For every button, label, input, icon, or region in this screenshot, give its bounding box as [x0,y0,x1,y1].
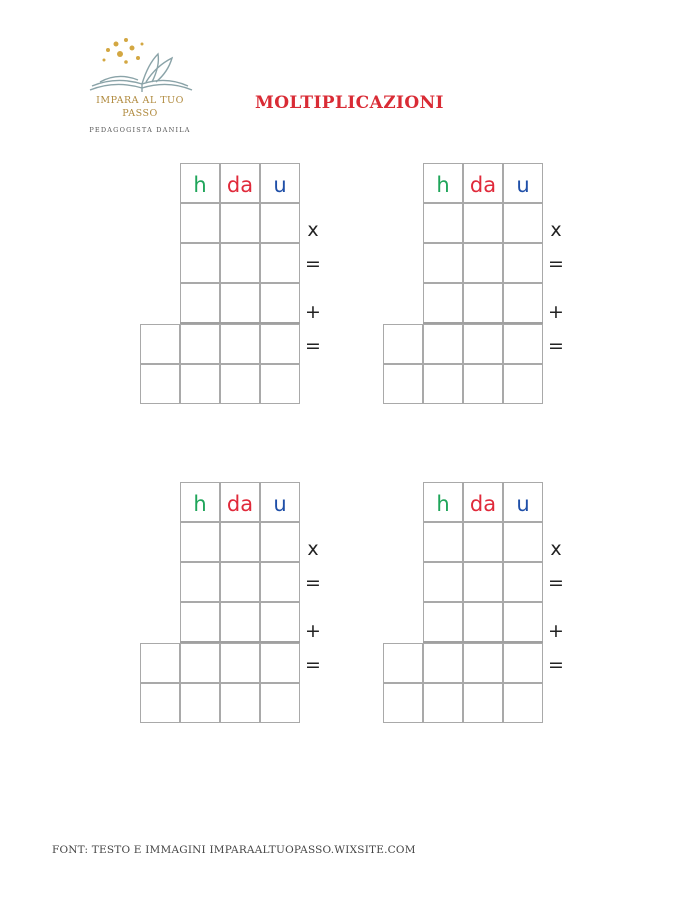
digit-cell[interactable] [220,562,260,602]
digit-cell[interactable] [423,562,463,602]
column-label-h: h [193,492,207,516]
digit-cell[interactable] [140,324,180,364]
digit-cell[interactable] [463,243,503,283]
multiplication-grid-4 [383,482,603,742]
separator-line [180,641,300,643]
column-label-u: u [273,173,287,197]
digit-cell[interactable] [180,562,220,602]
digit-cell[interactable] [260,203,300,243]
digit-cell[interactable] [463,643,503,683]
equals-final-operator: = [305,335,321,357]
digit-cell[interactable] [260,602,300,642]
digit-cell[interactable] [503,283,543,323]
digit-cell[interactable] [423,203,463,243]
digit-cell[interactable] [220,364,260,404]
digit-cell[interactable] [423,522,463,562]
logo [80,36,210,146]
digit-cell[interactable] [503,324,543,364]
equals-operator: = [305,572,321,594]
digit-cell[interactable] [180,522,220,562]
digit-cell[interactable] [180,364,220,404]
digit-cell[interactable] [463,602,503,642]
equals-final-operator: = [305,654,321,676]
digit-cell[interactable] [220,324,260,364]
equals-operator: = [548,253,564,275]
separator-line [423,322,543,324]
digit-cell[interactable] [140,643,180,683]
digit-cell[interactable] [180,643,220,683]
times-operator: x [550,219,562,241]
digit-cell[interactable] [503,243,543,283]
digit-cell[interactable] [463,683,503,723]
digit-cell[interactable] [423,364,463,404]
column-label-u: u [516,173,530,197]
digit-cell[interactable] [503,643,543,683]
digit-cell[interactable] [503,522,543,562]
digit-cell[interactable] [180,324,220,364]
digit-cell[interactable] [423,283,463,323]
digit-cell[interactable] [423,243,463,283]
digit-cell[interactable] [383,324,423,364]
digit-cell[interactable] [260,243,300,283]
times-operator: x [550,538,562,560]
plus-operator: + [305,301,321,323]
plus-operator: + [548,301,564,323]
logo-line-1: IMPARA AL TUO [96,95,184,106]
digit-cell[interactable] [220,203,260,243]
digit-cell[interactable] [383,643,423,683]
times-operator: x [307,219,319,241]
digit-cell[interactable] [463,283,503,323]
plus-operator: + [548,620,564,642]
digit-cell[interactable] [180,602,220,642]
digit-cell[interactable] [260,283,300,323]
equals-final-operator: = [548,654,564,676]
digit-cell[interactable] [423,643,463,683]
digit-cell[interactable] [220,522,260,562]
digit-cell[interactable] [180,283,220,323]
equals-operator: = [305,253,321,275]
digit-cell[interactable] [503,602,543,642]
logo-name [80,94,200,120]
digit-cell[interactable] [383,683,423,723]
page-title: MOLTIPLICAZIONI [255,93,444,113]
digit-cell[interactable] [220,683,260,723]
digit-cell[interactable] [140,683,180,723]
multiplication-grid-1 [140,163,360,423]
multiplication-grid-2 [383,163,603,423]
column-label-u: u [273,492,287,516]
digit-cell[interactable] [423,324,463,364]
digit-cell[interactable] [220,602,260,642]
digit-cell[interactable] [220,283,260,323]
logo-subtitle: PEDAGOGISTA DANILA [89,126,191,134]
equals-operator: = [548,572,564,594]
digit-cell[interactable] [463,324,503,364]
digit-cell[interactable] [503,203,543,243]
digit-cell[interactable] [463,522,503,562]
digit-cell[interactable] [463,562,503,602]
column-label-h: h [436,173,450,197]
column-label-da: da [469,492,497,516]
digit-cell[interactable] [503,683,543,723]
digit-cell[interactable] [260,683,300,723]
digit-cell[interactable] [180,683,220,723]
multiplication-grid-3 [140,482,360,742]
digit-cell[interactable] [260,324,300,364]
separator-line [423,641,543,643]
digit-cell[interactable] [383,364,423,404]
column-label-da: da [226,173,254,197]
digit-cell[interactable] [180,243,220,283]
digit-cell[interactable] [260,643,300,683]
footer-credit: FONT: TESTO E IMMAGINI IMPARAALTUOPASSO.WIXSITE.COM [52,844,416,856]
digit-cell[interactable] [220,243,260,283]
times-operator: x [307,538,319,560]
column-label-da: da [469,173,497,197]
digit-cell[interactable] [260,562,300,602]
digit-cell[interactable] [260,364,300,404]
digit-cell[interactable] [463,364,503,404]
digit-cell[interactable] [180,203,220,243]
digit-cell[interactable] [503,562,543,602]
digit-cell[interactable] [260,522,300,562]
column-label-h: h [436,492,450,516]
separator-line [180,322,300,324]
logo-line-2: PASSO [122,108,158,119]
digit-cell[interactable] [423,683,463,723]
digit-cell[interactable] [220,643,260,683]
equals-final-operator: = [548,335,564,357]
column-label-da: da [226,492,254,516]
digit-cell[interactable] [503,364,543,404]
digit-cell[interactable] [140,364,180,404]
digit-cell[interactable] [423,602,463,642]
column-label-u: u [516,492,530,516]
column-label-h: h [193,173,207,197]
digit-cell[interactable] [463,203,503,243]
plus-operator: + [305,620,321,642]
